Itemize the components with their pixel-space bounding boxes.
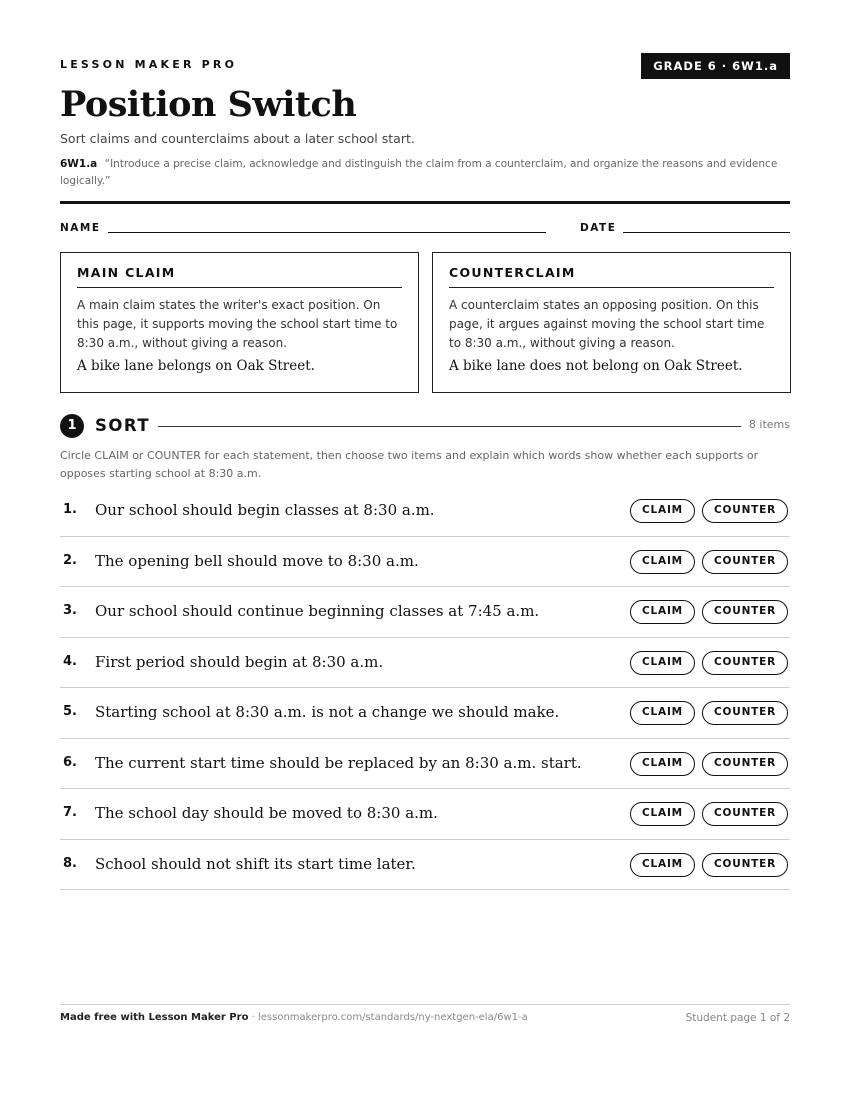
claim-button[interactable]: CLAIM [630,651,695,675]
claim-button[interactable]: CLAIM [630,550,695,574]
list-item [60,486,790,537]
page-title: Position Switch [60,84,357,125]
item-statement: Starting school at 8:30 a.m. is not a change we should make. [95,703,560,721]
counterclaim-box [432,252,791,393]
name-label: NAME [60,222,101,234]
counterclaim-example: A bike lane does not belong on Oak Street. [449,358,743,374]
claim-button[interactable]: CLAIM [630,802,695,826]
standard-text: “Introduce a precise claim, acknowledge and distinguish the claim from a counterclaim, and organize the reasons and evidence logically.” [60,158,778,187]
counter-button[interactable]: COUNTER [702,651,788,675]
main-claim-description: A main claim states the writer's exact position. On this page, it supports moving the school start time to 8:30 a.m., without giving a reason. [77,298,398,350]
item-statement: Our school should continue beginning classes at 7:45 a.m. [95,602,540,620]
item-statement: School should not shift its start time later. [95,854,416,873]
claim-button[interactable]: CLAIM [630,701,695,725]
statement-list [60,486,790,890]
item-number: 5. [63,704,77,719]
item-number: 8. [63,855,77,871]
section-divider [158,426,741,427]
brand-name: LESSON MAKER PRO [60,58,238,71]
item-number: 1. [63,502,77,517]
item-number: 6. [63,754,77,770]
item-statement: Our school should begin classes at 8:30 a.m. [95,501,435,519]
item-statement: First period should begin at 8:30 a.m. [95,652,384,671]
main-claim-box [60,252,419,393]
grade-badge: GRADE 6 · 6W1.a [641,53,790,79]
section-title: SORT [95,416,151,435]
section-instructions: Circle CLAIM or COUNTER for each statement, then choose two items and explain which words show whether each supports or opposes starting school at 8:30 a.m. [60,449,759,480]
counter-button[interactable]: COUNTER [702,853,788,877]
counterclaim-heading: COUNTERCLAIM [449,265,774,288]
item-number: 3. [63,603,77,618]
counter-button[interactable]: COUNTER [702,550,788,574]
item-statement: The school day should be moved to 8:30 a.m. [95,804,438,822]
counter-button[interactable]: COUNTER [702,600,788,624]
item-number: 4. [63,653,77,669]
counter-button[interactable]: COUNTER [702,802,788,826]
standard-statement [60,156,790,190]
item-number: 2. [63,552,77,568]
standard-code: 6W1.a [60,158,98,170]
list-item [60,638,790,689]
list-item [60,537,790,588]
claim-button[interactable]: CLAIM [630,752,695,776]
page-subtitle: Sort claims and counterclaims about a later school start. [60,131,415,146]
list-item [60,587,790,638]
list-item [60,739,790,790]
main-claim-example: A bike lane belongs on Oak Street. [77,358,315,374]
claim-button[interactable]: CLAIM [630,499,695,523]
footer-credit [60,1012,528,1023]
main-claim-heading: MAIN CLAIM [77,265,402,288]
header-divider [60,201,790,204]
date-label: DATE [580,222,617,234]
name-field[interactable] [108,232,546,233]
counterclaim-description: A counterclaim states an opposing position. On this page, it argues against moving the school start time to 8:30 a.m., without giving a reason. [449,298,765,350]
footer-divider [60,1004,790,1005]
counter-button[interactable]: COUNTER [702,499,788,523]
date-field[interactable] [623,232,790,233]
item-statement: The current start time should be replaced by an 8:30 a.m. start. [95,753,582,772]
footer-made-with: Made free with Lesson Maker Pro [60,1012,249,1023]
claim-button[interactable]: CLAIM [630,853,695,877]
claim-button[interactable]: CLAIM [630,600,695,624]
counter-button[interactable]: COUNTER [702,752,788,776]
item-count: 8 items [748,418,790,431]
footer-url[interactable]: · lessonmakerpro.com/standards/ny-nextgen-ela/6w1-a [248,1012,528,1023]
section-number-badge: 1 [60,414,84,438]
worksheet-page [60,0,790,1100]
counter-button[interactable]: COUNTER [702,701,788,725]
list-item [60,688,790,739]
list-item [60,840,790,891]
item-statement: The opening bell should move to 8:30 a.m. [95,551,419,570]
page-indicator: Student page 1 of 2 [685,1012,790,1024]
list-item [60,789,790,840]
item-number: 7. [63,805,77,820]
